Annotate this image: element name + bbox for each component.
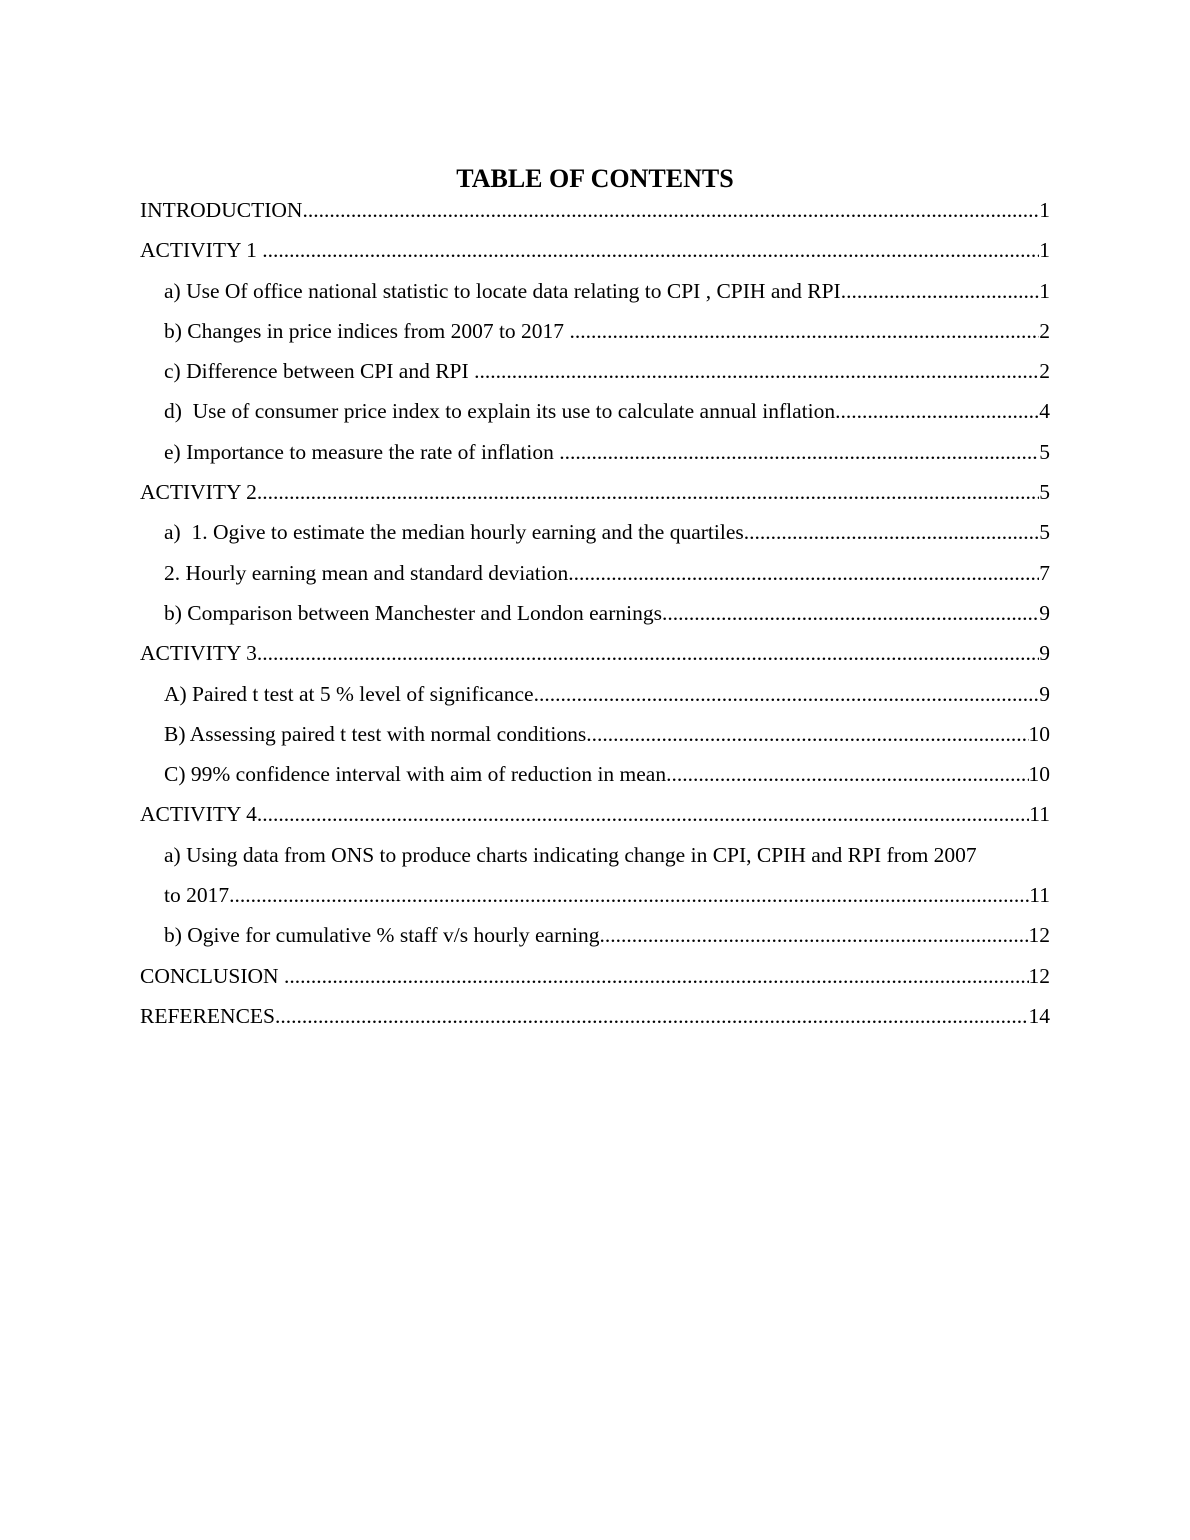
toc-page-number: 4 [1039,399,1050,424]
toc-page-number: 14 [1028,1003,1050,1028]
dot-leader [284,958,1029,994]
page-title: TABLE OF CONTENTS [456,164,734,193]
dot-leader [275,998,1029,1034]
table-of-contents [140,192,1050,1038]
dot-leader [569,313,1039,349]
toc-page-number: 12 [1028,923,1050,948]
toc-page-number: 11 [1029,883,1050,908]
toc-page-number: 5 [1039,520,1050,545]
dot-leader [257,796,1029,832]
dot-leader [474,353,1039,389]
dot-leader [534,676,1040,712]
toc-page-number: 5 [1039,439,1050,464]
toc-entry-activity-2-a1[interactable] [140,514,1050,554]
toc-entry-text: d) Use of consumer price index to explain its use to calculate annual inflation [164,399,836,424]
toc-page-number: 2 [1039,359,1050,384]
toc-entry-text: a) 1. Ogive to estimate the median hourly earning and the quartiles [164,520,744,545]
toc-entry-activity-1-a[interactable] [140,273,1050,313]
toc-entry-activity-3-c[interactable] [140,756,1050,796]
toc-entry-activity-2-a2[interactable] [140,555,1050,595]
toc-entry-activity-2[interactable] [140,474,1050,514]
toc-entry-activity-4-a-line-2[interactable] [140,877,1050,917]
toc-entry-activity-3-b[interactable] [140,716,1050,756]
toc-entry-activity-1[interactable] [140,232,1050,272]
toc-page-number: 11 [1029,802,1050,827]
dot-leader [559,434,1039,470]
dot-leader [302,192,1039,228]
toc-entry-text: b) Changes in price indices from 2007 to 2017 [164,318,570,343]
dot-leader [586,716,1028,752]
toc-entry-text: ACTIVITY 1 [140,238,263,263]
toc-page-number: 10 [1028,721,1050,746]
toc-entry-activity-2-b[interactable] [140,595,1050,635]
toc-entry-activity-1-d[interactable] [140,393,1050,433]
toc-entry-text: ACTIVITY 3 [140,641,257,666]
toc-entry-conclusion[interactable] [140,958,1050,998]
toc-entry-references[interactable] [140,998,1050,1038]
toc-page-number: 12 [1028,963,1050,988]
toc-entry-text: ACTIVITY 4 [140,802,257,827]
toc-page-number: 1 [1039,238,1050,263]
toc-entry-text: b) Comparison between Manchester and London earnings [164,600,662,625]
toc-entry-text: INTRODUCTION [140,198,303,222]
dot-leader [568,555,1039,591]
toc-entry-text: 2. Hourly earning mean and standard deviation [164,560,569,585]
toc-entry-text: b) Ogive for cumulative % staff v/s hourly earning [164,923,600,948]
toc-page-number: 1 [1039,278,1050,303]
toc-entry-activity-1-e[interactable] [140,434,1050,474]
toc-entry-text: CONCLUSION [140,963,284,988]
toc-entry-introduction[interactable] [140,192,1050,232]
toc-entry-activity-4-a-line-1[interactable] [140,837,1050,877]
toc-page-number: 5 [1039,480,1050,505]
toc-entry-text: a) Use Of office national statistic to locate data relating to CPI , CPIH and RPI [164,278,841,303]
dot-leader [835,393,1039,429]
dot-leader [229,877,1029,913]
toc-entry-text: c) Difference between CPI and RPI [164,359,475,384]
dot-leader [262,232,1039,268]
dot-leader [257,474,1039,510]
toc-entry-text: to 2017 [164,883,230,908]
toc-entry-text: e) Importance to measure the rate of inflation [164,439,560,464]
toc-entry-activity-4-b[interactable] [140,917,1050,957]
toc-entry-text: ACTIVITY 2 [140,480,257,505]
dot-leader [744,514,1040,550]
toc-entry-activity-4[interactable] [140,796,1050,836]
toc-page-number: 1 [1039,198,1050,222]
toc-page-number: 10 [1028,762,1050,787]
toc-page-number: 7 [1039,560,1050,585]
dot-leader [257,635,1039,671]
toc-page-number: 9 [1039,681,1050,706]
dot-leader [666,756,1028,792]
toc-entry-activity-3-a[interactable] [140,676,1050,716]
toc-entry-activity-1-b[interactable] [140,313,1050,353]
toc-page-number: 2 [1039,318,1050,343]
toc-entry-text: A) Paired t test at 5 % level of significance [164,681,534,706]
toc-entry-text: B) Assessing paired t test with normal conditions [164,721,587,746]
toc-entry-activity-3[interactable] [140,635,1050,675]
toc-entry-text: C) 99% confidence interval with aim of reduction in mean [164,762,667,787]
dot-leader [662,595,1039,631]
toc-page-number: 9 [1039,641,1050,666]
toc-entry-text: a) Using data from ONS to produce charts indicating change in CPI, CPIH and RPI from 2007 [164,842,977,867]
dot-leader [841,273,1040,309]
toc-entry-activity-1-c[interactable] [140,353,1050,393]
dot-leader [599,917,1028,953]
toc-page-number: 9 [1039,600,1050,625]
toc-entry-text: REFERENCES [140,1003,275,1028]
